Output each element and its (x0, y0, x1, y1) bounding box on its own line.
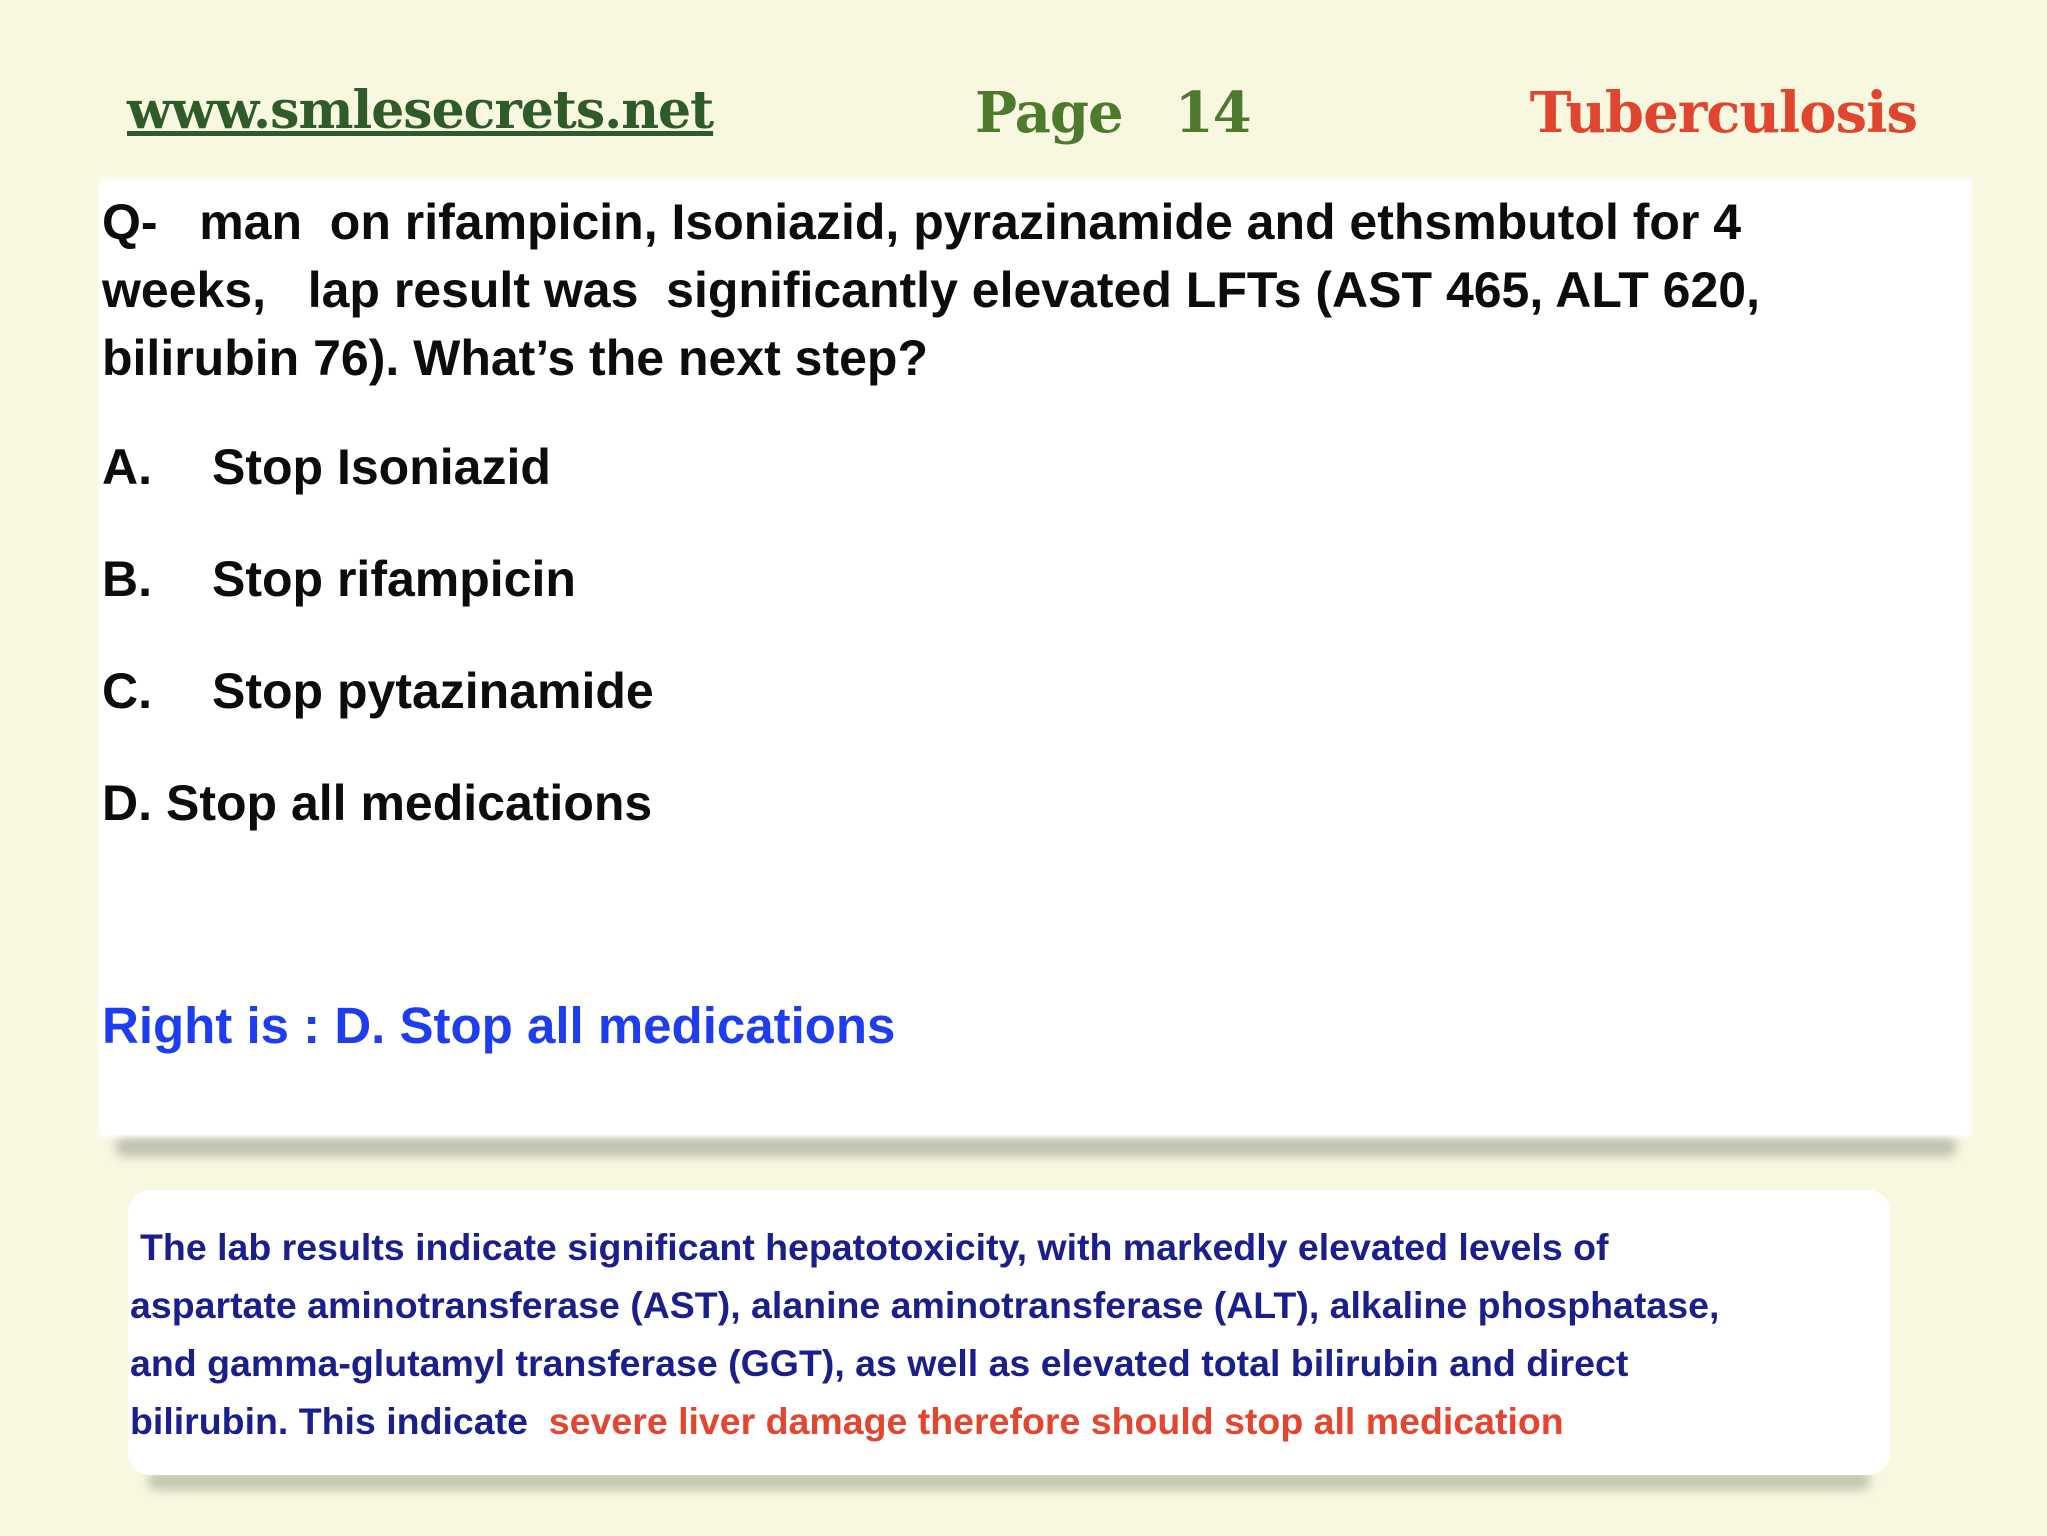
question-line-2: weeks, lap result was significantly elevated LFTs (AST 465, ALT 620, (102, 262, 1760, 318)
option-text: Stop rifampicin (212, 551, 576, 607)
explanation-line-2: aspartate aminotransferase (AST), alanine aminotransferase (ALT), alkaline phosphatase, (130, 1284, 1720, 1326)
option-d[interactable] (102, 774, 652, 832)
page-number: 14 (1174, 80, 1251, 146)
option-letter: D. (102, 775, 152, 831)
option-text: Stop Isoniazid (212, 439, 551, 495)
option-letter: C. (102, 663, 152, 719)
explanation-line-1: The lab results indicate significant hepatotoxicity, with markedly elevated levels of (140, 1226, 1609, 1268)
option-text: Stop all medications (166, 775, 653, 831)
option-letter: B. (102, 551, 152, 607)
option-text: Stop pytazinamide (212, 663, 654, 719)
question-card (100, 180, 1970, 1135)
topic-title: Tuberculosis (1529, 80, 1917, 146)
question-text (102, 188, 1942, 392)
explanation-highlight: severe liver damage therefore should stop all medication (548, 1400, 1564, 1442)
explanation-line-3: and gamma-glutamyl transferase (GGT), as well as elevated total bilirubin and direct (130, 1342, 1629, 1384)
option-c[interactable] (102, 662, 654, 720)
page-indicator (975, 80, 1251, 146)
site-link[interactable]: www.smlesecrets.net (127, 80, 714, 141)
explanation-text (130, 1218, 1870, 1450)
question-card-shadow (116, 1135, 1956, 1157)
question-line-3: bilirubin 76). What’s the next step? (102, 330, 929, 386)
option-a[interactable] (102, 438, 551, 496)
page-header (0, 70, 2047, 160)
option-b[interactable] (102, 550, 576, 608)
page-word: Page (975, 80, 1123, 146)
question-line-1: Q- man on rifampicin, Isoniazid, pyrazinamide and ethsmbutol for 4 (102, 194, 1742, 250)
correct-answer: Right is : D. Stop all medications (102, 997, 896, 1054)
option-letter: A. (102, 439, 152, 495)
explanation-card (128, 1190, 1890, 1475)
explanation-line-4: bilirubin. This indicate (130, 1400, 528, 1442)
